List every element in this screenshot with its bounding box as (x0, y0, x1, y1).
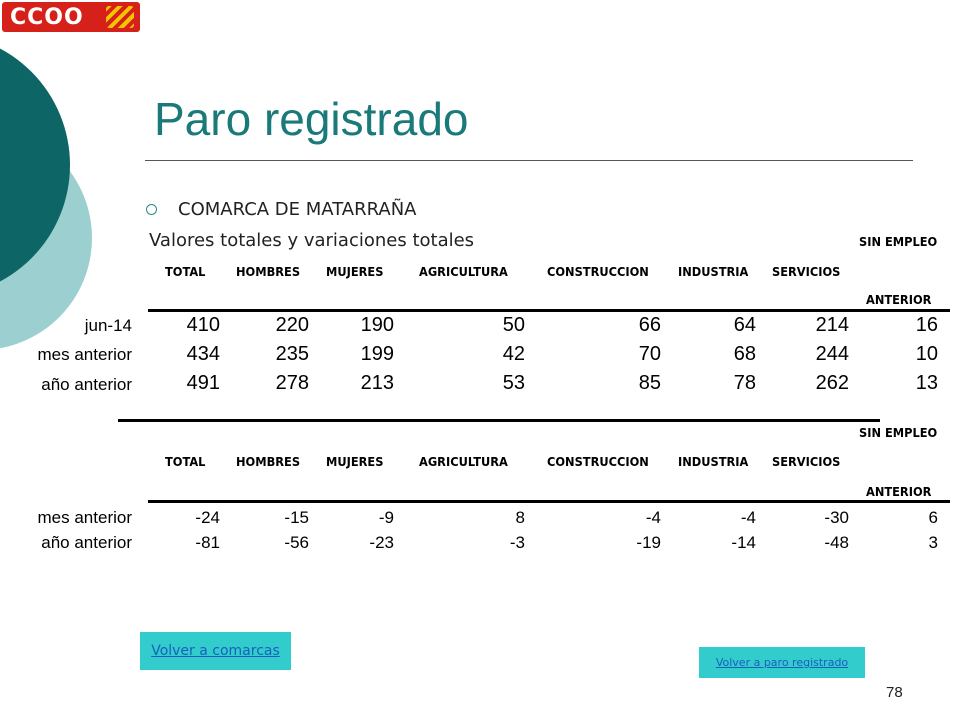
row-label: año anterior (41, 375, 132, 394)
header-sin-empleo: SIN EMPLEO (859, 235, 938, 249)
cell-value: -23 (369, 533, 394, 552)
cell-value: 6 (928, 508, 938, 527)
header-hombres: HOMBRES (236, 455, 301, 469)
row-label: año anterior (41, 533, 132, 552)
cell-value: -24 (195, 508, 220, 527)
cell-value: -48 (824, 533, 849, 552)
cell-value: 434 (186, 343, 220, 365)
cell-value: 66 (638, 314, 661, 336)
header-rule (148, 500, 950, 503)
cell-value: 64 (733, 314, 756, 336)
cell-value: -19 (636, 533, 661, 552)
cell-value: 85 (638, 372, 661, 394)
cell-value: -14 (731, 533, 756, 552)
logo-text: CCOO (10, 4, 84, 30)
header-anterior: ANTERIOR (866, 485, 932, 499)
title-divider (145, 160, 913, 161)
row-label: jun-14 (84, 316, 132, 335)
cell-value: -4 (740, 508, 756, 527)
cell-value: 410 (186, 314, 220, 336)
table-subtitle: Valores totales y variaciones totales (149, 230, 475, 251)
header-mujeres: MUJERES (326, 265, 384, 279)
row-label: mes anterior (37, 508, 132, 527)
volver-comarcas-button[interactable]: Volver a comarcas (140, 632, 291, 670)
cell-value: 244 (815, 343, 849, 365)
cell-value: 213 (360, 372, 394, 394)
cell-value: 50 (502, 314, 525, 336)
header-sin-empleo: SIN EMPLEO (859, 426, 938, 440)
header-agricultura: AGRICULTURA (419, 265, 508, 279)
cell-value: 13 (915, 372, 938, 394)
cell-value: 190 (360, 314, 394, 336)
header-industria: INDUSTRIA (678, 265, 749, 279)
cell-value: -9 (378, 508, 394, 527)
cell-value: 491 (186, 372, 220, 394)
page-number: 78 (886, 684, 903, 701)
header-anterior: ANTERIOR (866, 293, 932, 307)
cell-value: 214 (815, 314, 849, 336)
header-servicios: SERVICIOS (772, 455, 841, 469)
cell-value: 10 (915, 343, 938, 365)
header-total: TOTAL (165, 265, 206, 279)
cell-value: 70 (638, 343, 661, 365)
cell-value: 199 (360, 343, 394, 365)
cell-value: 8 (515, 508, 525, 527)
cell-value: 53 (502, 372, 525, 394)
volver-paro-registrado-button[interactable]: Volver a paro registrado (699, 647, 865, 678)
header-total: TOTAL (165, 455, 206, 469)
cell-value: -81 (195, 533, 220, 552)
header-construccion: CONSTRUCCION (547, 455, 649, 469)
cell-value: -30 (824, 508, 849, 527)
cell-value: 3 (928, 533, 938, 552)
header-hombres: HOMBRES (236, 265, 301, 279)
bullet-icon (146, 204, 157, 215)
cell-value: 220 (275, 314, 309, 336)
cell-value: -15 (284, 508, 309, 527)
cell-value: 278 (275, 372, 309, 394)
cell-value: -4 (645, 508, 661, 527)
cell-value: -3 (509, 533, 525, 552)
cell-value: 235 (275, 343, 309, 365)
aragon-flag-icon (106, 6, 134, 28)
cell-value: 16 (915, 314, 938, 336)
cell-value: 262 (815, 372, 849, 394)
header-rule (148, 309, 950, 312)
header-mujeres: MUJERES (326, 455, 384, 469)
cell-value: 68 (733, 343, 756, 365)
header-industria: INDUSTRIA (678, 455, 749, 469)
comarca-name: COMARCA DE MATARRAÑA (178, 199, 417, 220)
header-servicios: SERVICIOS (772, 265, 841, 279)
header-agricultura: AGRICULTURA (419, 455, 508, 469)
cell-value: 78 (733, 372, 756, 394)
cell-value: 42 (502, 343, 525, 365)
section-divider (118, 419, 880, 422)
header-construccion: CONSTRUCCION (547, 265, 649, 279)
row-label: mes anterior (37, 345, 132, 364)
cell-value: -56 (284, 533, 309, 552)
page-title: Paro registrado (154, 93, 469, 145)
